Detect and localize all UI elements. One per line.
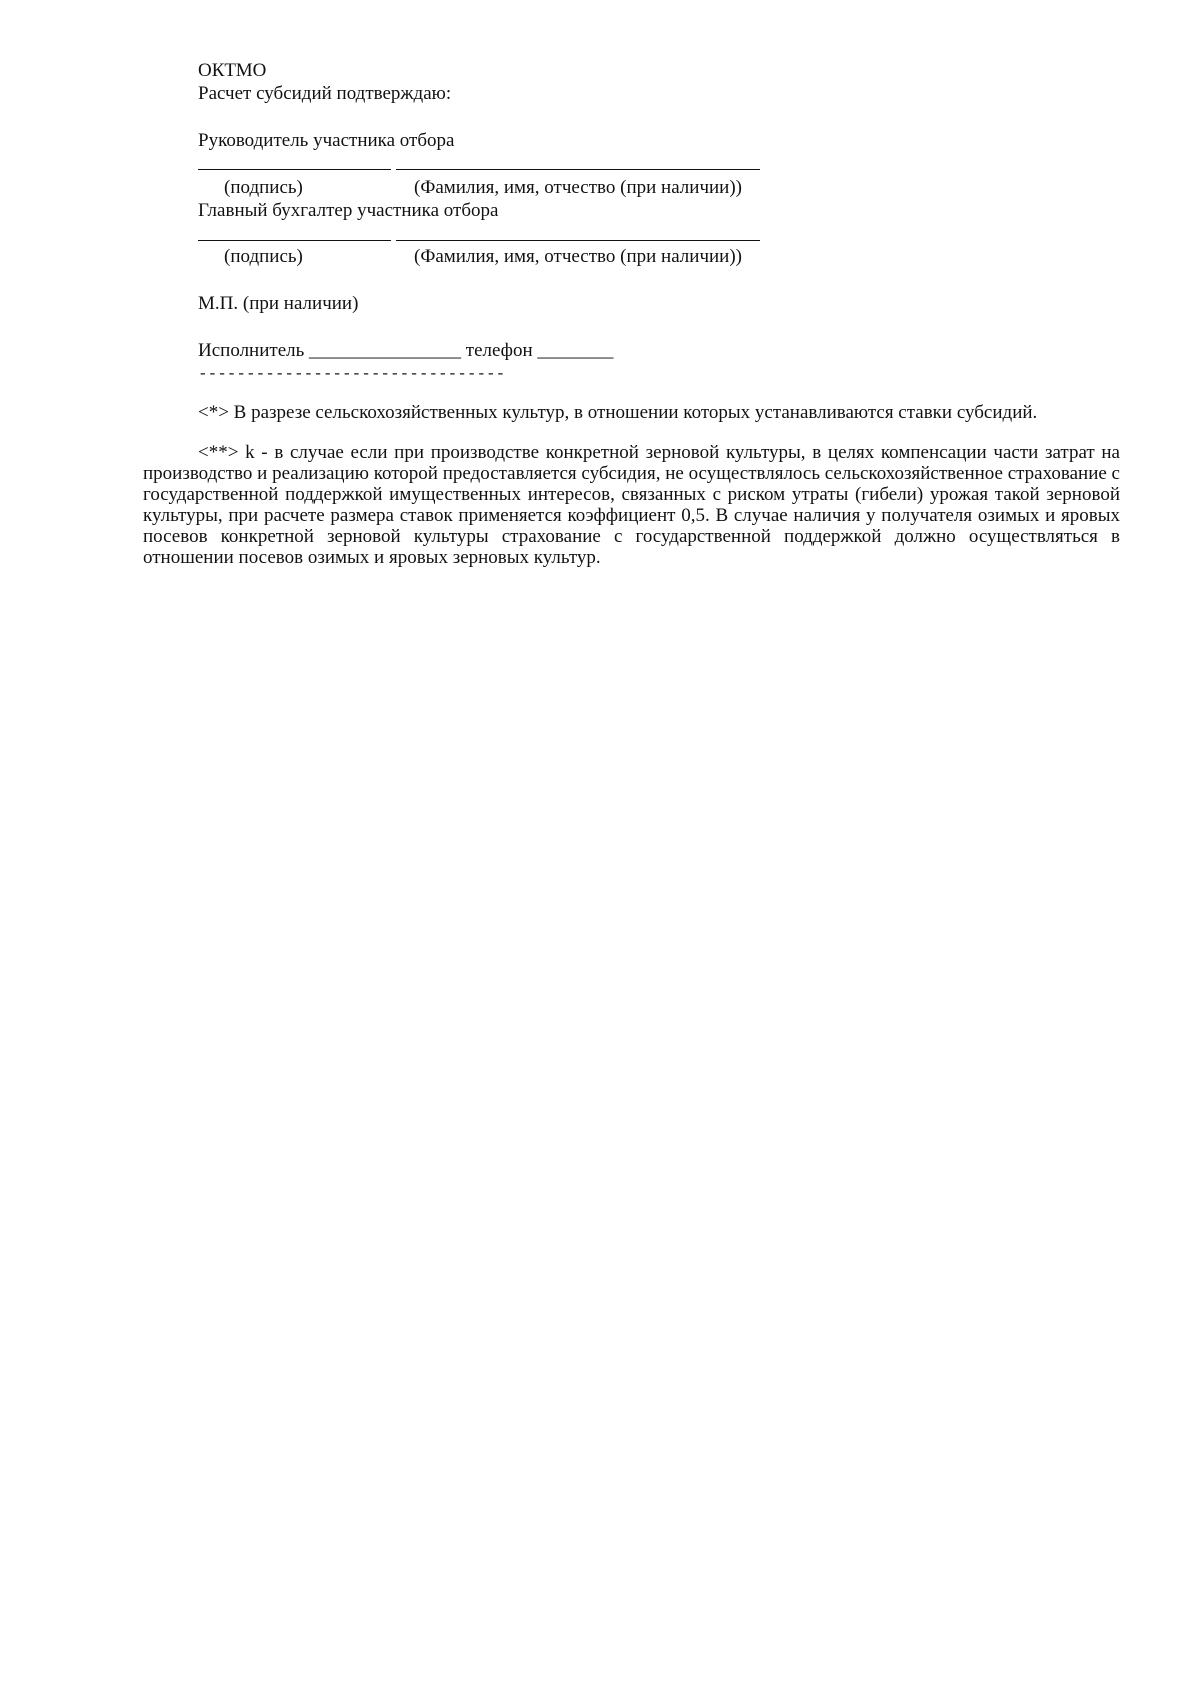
accountant-signature-line [198,240,391,241]
accountant-name-line [396,240,760,241]
confirm-label: Расчет субсидий подтверждаю: [198,83,452,104]
seal-label: М.П. (при наличии) [198,293,359,314]
head-name-caption: (Фамилия, имя, отчество (при наличии)) [414,177,743,198]
oktmo-label: ОКТМО [198,60,267,81]
head-signature-caption: (подпись) [224,177,303,198]
head-name-line [396,169,760,170]
footnote-separator: -------------------------------- [198,365,506,383]
footnote-1: <*> В разрезе сельскохозяйственных культур, в отношении которых устанавливаются ставки субсидий. [198,402,1038,423]
accountant-name-caption: (Фамилия, имя, отчество (при наличии)) [414,246,743,267]
accountant-signature-caption: (подпись) [224,246,303,267]
executor-line: Исполнитель ________________ телефон ________ [198,340,614,361]
head-label: Руководитель участника отбора [198,130,455,151]
chief-accountant-label: Главный бухгалтер участника отбора [198,200,499,221]
footnote-2: <**> k - в случае если при производстве конкретной зерновой культуры, в целях компенсации части затрат на производство и реализацию которой предоставляется субсидия, не осуществлялось сельскохозяйственное страхование с государственной поддержкой имущественных интересов, связанных с риском утраты (гибели) урожая такой зерновой культуры, при расчете размера ставок применяется коэффициент 0,5. В случае наличия у получателя озимых и яровых посевов конкретной зерновой культуры страхование с государственной поддержкой должно осуществляться в отношении посевов озимых и яровых зерновых культур. [143,442,1120,568]
head-signature-line [198,169,391,170]
